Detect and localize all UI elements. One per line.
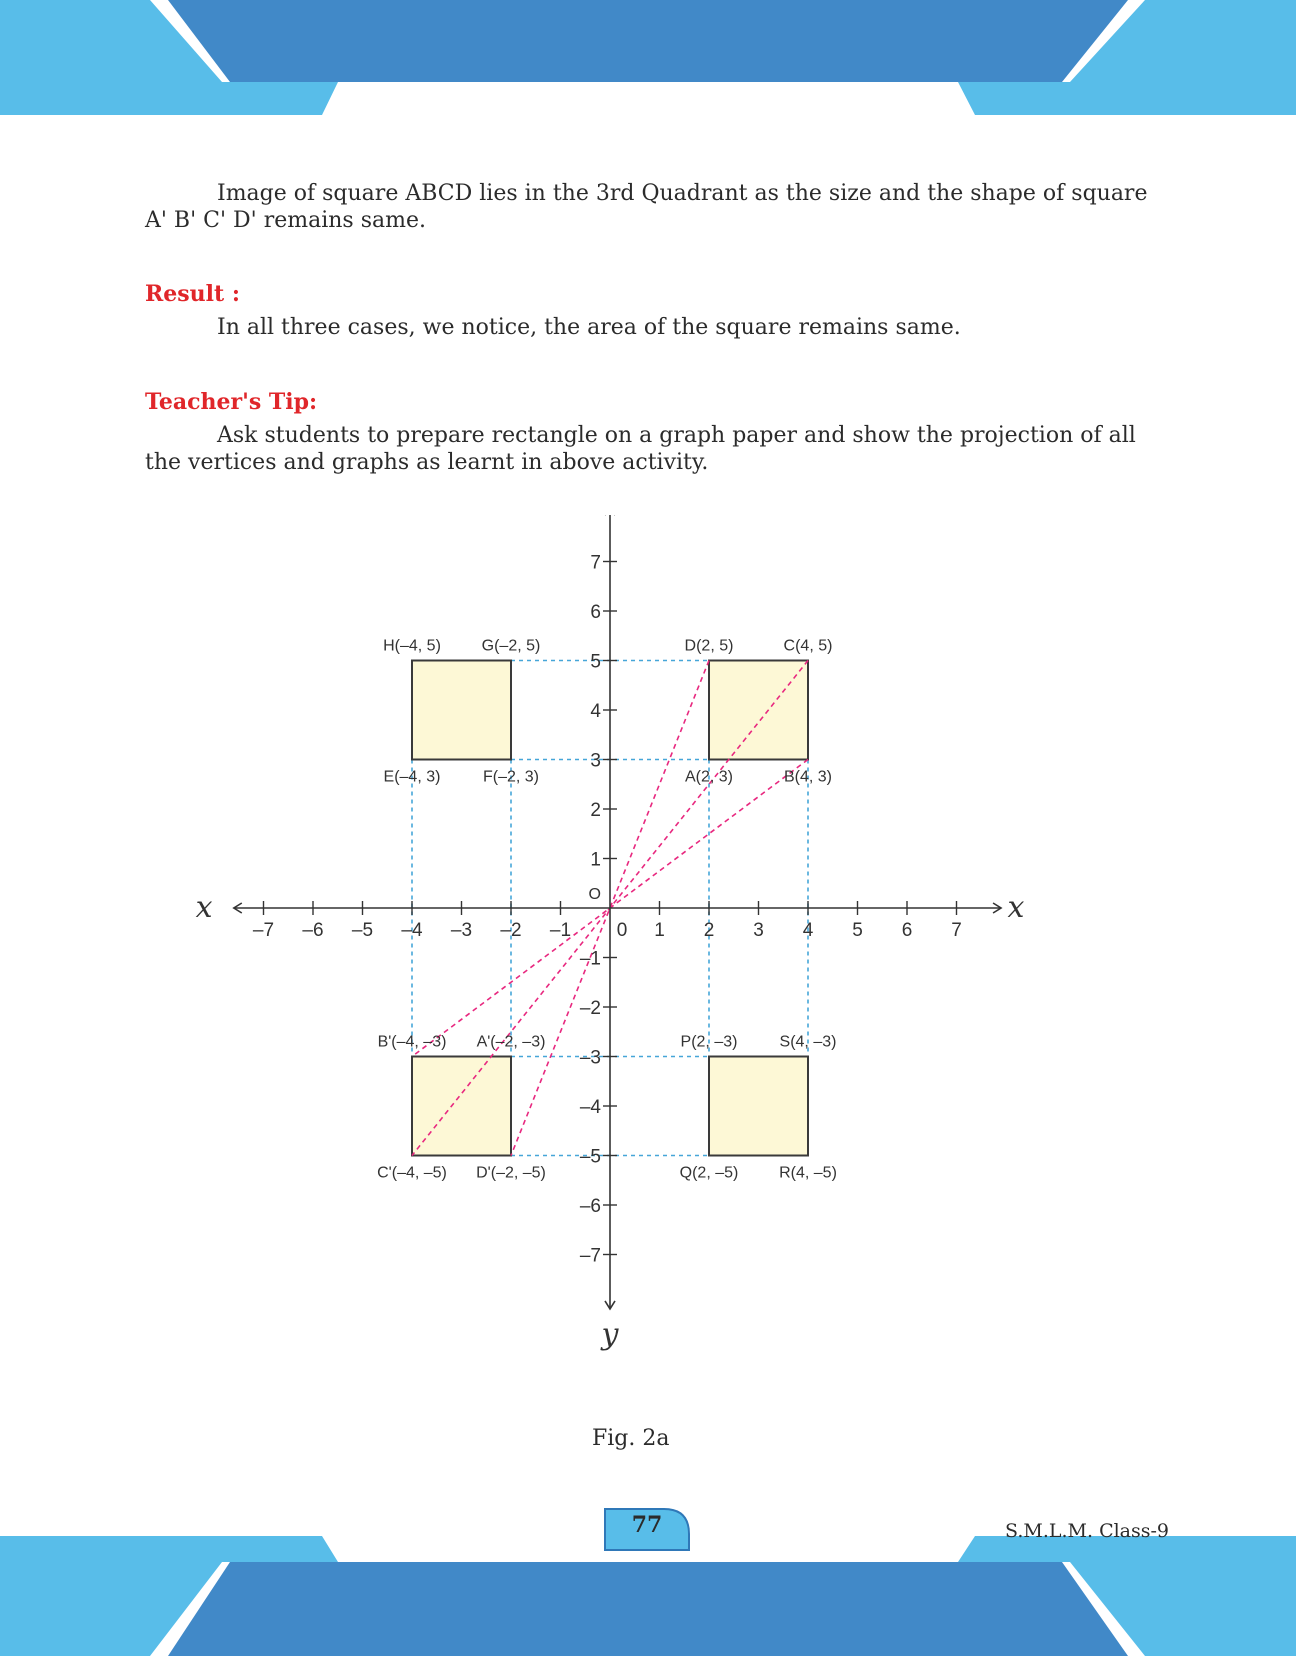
point-label: C(4, 5) [783, 637, 833, 655]
x-tick-label: –6 [302, 920, 324, 941]
x-tick-label: 0 [616, 920, 628, 941]
x-tick-label: –5 [351, 920, 374, 941]
y-tick-label: –3 [579, 1047, 601, 1069]
square-efgh [412, 661, 511, 760]
x-tick-label: 7 [951, 920, 962, 941]
point-label: A(2, 3) [684, 768, 734, 786]
point-label: C'(–4, –5) [377, 1164, 447, 1182]
x-tick-label: –4 [401, 920, 423, 941]
y-tick-label: 2 [590, 800, 601, 821]
y-tick-label: –5 [579, 1146, 601, 1168]
origin-label: O [588, 886, 601, 903]
y-tick-label: –1 [579, 948, 601, 970]
coordinate-graph [190, 515, 1070, 1395]
teachers-tip-text: Ask students to prepare rectangle on a graph paper and show the projection of all the vertices and graphs as learnt in above activity. [145, 423, 1136, 475]
point-label: A'(–2, –3) [476, 1033, 546, 1051]
teachers-tip-heading: Teacher's Tip: [145, 389, 318, 415]
page-number: 77 [631, 1512, 663, 1538]
x-tick-label: 3 [753, 920, 764, 941]
figure-caption: Fig. 2a [592, 1426, 670, 1451]
y-tick-label: –2 [579, 998, 601, 1019]
x-tick-label: –7 [252, 920, 275, 941]
y-axis-label-bottom: y [601, 1316, 619, 1352]
y-tick-label: –6 [579, 1196, 601, 1217]
point-label: B'(–4, –3) [377, 1033, 447, 1051]
point-label: H(–4, 5) [383, 637, 441, 655]
x-tick-label: 4 [802, 920, 814, 941]
square-pqrs [709, 1057, 808, 1156]
y-tick-label: 5 [590, 651, 601, 673]
y-tick-label: –4 [579, 1097, 601, 1118]
point-label: R(4, –5) [779, 1164, 837, 1182]
point-label: E(–4, 3) [383, 768, 441, 786]
header-decoration [0, 0, 1296, 120]
point-label: D(2, 5) [684, 637, 734, 655]
x-tick-label: 2 [703, 920, 715, 941]
y-tick-label: –7 [579, 1245, 601, 1267]
y-tick-label: 1 [590, 849, 601, 871]
result-text: In all three cases, we notice, the area of the square remains same. [217, 315, 961, 340]
y-tick-label: 4 [590, 701, 601, 722]
point-label: D'(–2, –5) [476, 1164, 546, 1182]
point-label: B(4, 3) [783, 768, 833, 786]
x-tick-label: –3 [450, 920, 473, 941]
x-axis-label-left: x [195, 890, 213, 925]
point-label: Q(2, –5) [679, 1164, 739, 1182]
square-a-primeb-primec-primed-prime [412, 1057, 511, 1156]
square-abcd [709, 661, 808, 760]
y-tick-label: 7 [590, 552, 601, 574]
point-label: F(–2, 3) [482, 768, 540, 786]
intro-paragraph: Image of square ABCD lies in the 3rd Quadrant as the size and the shape of square A' B' C' D' remains same. [145, 181, 1148, 233]
x-tick-label: –1 [549, 920, 572, 941]
point-label: G(–2, 5) [481, 637, 541, 655]
x-tick-label: 5 [852, 920, 863, 941]
result-heading: Result : [145, 281, 240, 307]
class-label: S.M.L.M. Class-9 [1005, 1520, 1170, 1542]
x-axis-label-right: x [1007, 890, 1025, 925]
x-tick-label: –2 [500, 920, 522, 941]
point-label: P(2, –3) [680, 1033, 738, 1051]
y-tick-label: 6 [590, 602, 601, 623]
x-tick-label: 1 [654, 920, 665, 941]
x-tick-label: 6 [901, 920, 913, 941]
point-label: S(4, –3) [779, 1033, 837, 1051]
y-tick-label: 3 [590, 750, 601, 772]
